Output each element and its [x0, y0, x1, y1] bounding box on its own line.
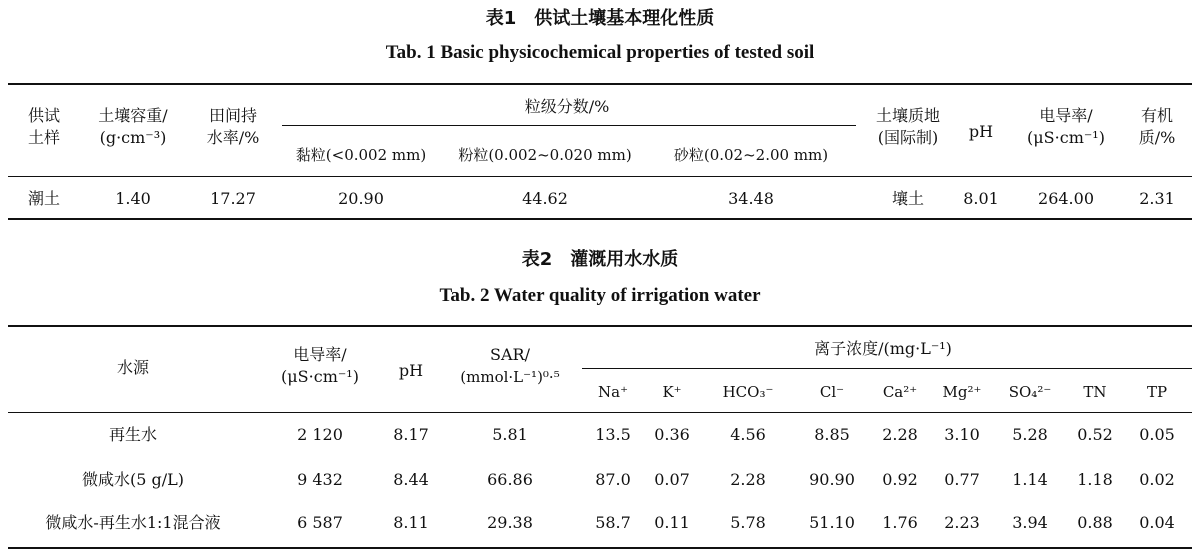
t2-r1-ph: 8.17	[393, 425, 429, 444]
t1-header-bulk-density: 土壤容重/ (g·cm⁻³)	[98, 106, 168, 147]
t2-r2-mg: 0.77	[944, 470, 980, 489]
t2-r1-mg: 3.10	[944, 425, 980, 444]
t2-header-cl: Cl⁻	[819, 383, 845, 401]
t2-r3-cl: 51.10	[809, 513, 855, 532]
t1-header-ph: pH	[968, 122, 994, 141]
t1-header-clay: 黏粒(<0.002 mm)	[295, 146, 427, 164]
t2-r3-ca: 1.76	[882, 513, 918, 532]
t2-r1-na: 13.5	[595, 425, 631, 444]
t2-r3-mg: 2.23	[944, 513, 980, 532]
t1-header-texture: 土壤质地 (国际制)	[875, 106, 941, 147]
t2-r1-sar: 5.81	[492, 425, 528, 444]
table2-title-cn: 表2 灌溉用水水质	[521, 249, 679, 270]
t2-r3-ph: 8.11	[393, 513, 429, 532]
t2-header-ph: pH	[398, 361, 424, 380]
t2-header-na: Na⁺	[598, 383, 628, 401]
table2-bottom-rule	[8, 547, 1192, 549]
t1-cell-ec: 264.00	[1038, 189, 1094, 208]
t2-header-so4: SO₄²⁻	[1008, 383, 1052, 401]
table2-group-rule	[582, 368, 1192, 369]
table1-title-en: Tab. 1 Basic physicochemical properties of tested soil	[385, 42, 815, 63]
t2-header-sar: SAR/ (mmol·L⁻¹)⁰·⁵	[460, 345, 560, 386]
t2-r3-ec: 6 587	[297, 513, 343, 532]
table1-header-rule	[8, 176, 1192, 177]
t2-r3-na: 58.7	[595, 513, 631, 532]
t1-cell-om: 2.31	[1139, 189, 1175, 208]
t1-cell-field-capacity: 17.27	[210, 189, 256, 208]
t2-r2-na: 87.0	[595, 470, 631, 489]
t2-r3-source: 微咸水-再生水1:1混合液	[45, 513, 221, 532]
t1-header-ec: 电导率/ (μS·cm⁻¹)	[1027, 106, 1105, 147]
t2-r1-tn: 0.52	[1077, 425, 1113, 444]
t2-r3-so4: 3.94	[1012, 513, 1048, 532]
t1-cell-silt: 44.62	[522, 189, 568, 208]
t1-cell-texture: 壤土	[891, 189, 925, 208]
t2-r1-ca: 2.28	[882, 425, 918, 444]
t2-r3-tn: 0.88	[1077, 513, 1113, 532]
t1-header-field-capacity: 田间持 水率/%	[206, 106, 260, 147]
t2-header-ec: 电导率/ (μS·cm⁻¹)	[281, 345, 359, 386]
table1-title-cn: 表1 供试土壤基本理化性质	[485, 8, 715, 29]
t2-header-k: K⁺	[662, 383, 682, 401]
t1-cell-clay: 20.90	[338, 189, 384, 208]
t1-cell-sand: 34.48	[728, 189, 774, 208]
t1-cell-sample: 潮土	[27, 189, 61, 208]
t2-r2-k: 0.07	[654, 470, 690, 489]
t2-r3-tp: 0.04	[1139, 513, 1175, 532]
t2-r3-hco3: 5.78	[730, 513, 766, 532]
table2-header-rule	[8, 412, 1192, 413]
t2-r1-so4: 5.28	[1012, 425, 1048, 444]
t1-header-silt: 粉粒(0.002~0.020 mm)	[458, 146, 632, 164]
t2-header-mg: Mg²⁺	[942, 383, 982, 401]
t1-header-sample: 供试 土样	[27, 106, 61, 147]
t2-r3-k: 0.11	[654, 513, 690, 532]
table1-top-rule	[8, 83, 1192, 85]
t2-r2-tn: 1.18	[1077, 470, 1113, 489]
t2-header-hco3: HCO₃⁻	[722, 383, 774, 401]
t2-r2-ph: 8.44	[393, 470, 429, 489]
t2-r1-k: 0.36	[654, 425, 690, 444]
t2-r1-cl: 8.85	[814, 425, 850, 444]
table1-bottom-rule	[8, 218, 1192, 220]
t2-header-source: 水源	[116, 358, 150, 377]
t1-header-sand: 砂粒(0.02~2.00 mm)	[673, 146, 829, 164]
t2-r2-so4: 1.14	[1012, 470, 1048, 489]
table1-group-rule	[282, 125, 856, 126]
table2-top-rule	[8, 325, 1192, 327]
t2-r2-hco3: 2.28	[730, 470, 766, 489]
t2-header-ca: Ca²⁺	[882, 383, 918, 401]
t2-header-tn: TN	[1083, 383, 1107, 401]
t2-r2-sar: 66.86	[487, 470, 533, 489]
t2-r1-ec: 2 120	[297, 425, 343, 444]
t1-header-om: 有机 质/%	[1138, 106, 1176, 147]
t2-r2-source: 微咸水(5 g/L)	[81, 470, 185, 489]
t2-r1-tp: 0.05	[1139, 425, 1175, 444]
t1-header-particle-group: 粒级分数/%	[524, 97, 610, 116]
t2-r2-ec: 9 432	[297, 470, 343, 489]
t2-header-ion-group: 离子浓度/(mg·L⁻¹)	[814, 339, 952, 358]
t2-header-tp: TP	[1146, 383, 1168, 401]
t2-r3-sar: 29.38	[487, 513, 533, 532]
t1-cell-bulk-density: 1.40	[115, 189, 151, 208]
t2-r2-cl: 90.90	[809, 470, 855, 489]
t2-r1-source: 再生水	[108, 425, 158, 444]
t1-cell-ph: 8.01	[963, 189, 999, 208]
table2-title-en: Tab. 2 Water quality of irrigation water	[439, 285, 761, 306]
t2-r1-hco3: 4.56	[730, 425, 766, 444]
t2-r2-tp: 0.02	[1139, 470, 1175, 489]
t2-r2-ca: 0.92	[882, 470, 918, 489]
